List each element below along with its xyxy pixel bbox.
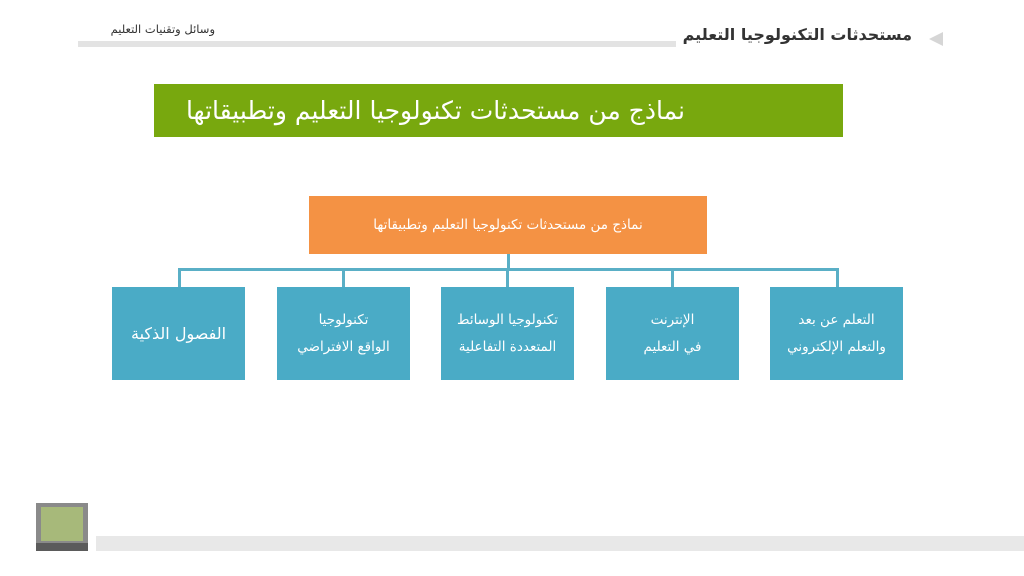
child-line: في التعليم <box>643 338 702 355</box>
connector-branch <box>342 268 345 287</box>
diagram-child-box <box>277 287 410 380</box>
connector-branch <box>671 268 674 287</box>
child-line: تكنولوجيا <box>318 311 369 328</box>
logo-caption <box>36 543 88 551</box>
child-line: المتعددة التفاعلية <box>458 338 557 355</box>
logo-emblem <box>41 507 83 541</box>
diagram-root-box <box>309 196 707 254</box>
arrow-left-icon <box>929 32 943 46</box>
child-line: والتعلم الإلكتروني <box>787 338 886 355</box>
connector-branch <box>836 268 839 287</box>
diagram-child-box <box>606 287 739 380</box>
header-subtitle: وسائل وتقنيات التعليم <box>110 22 215 36</box>
diagram-child-box <box>112 287 245 380</box>
child-line: الواقع الافتراضي <box>297 338 390 355</box>
diagram-root-label: نماذج من مستحدثات تكنولوجيا التعليم وتطبيقاتها <box>373 217 643 233</box>
child-line: الفصول الذكية <box>131 324 227 343</box>
header-title: مستحدثات التكنولوجيا التعليم <box>682 25 912 44</box>
child-line: الإنترنت <box>650 311 695 328</box>
child-line: تكنولوجيا الوسائط <box>457 311 559 328</box>
child-line: التعلم عن بعد <box>798 311 875 328</box>
slide-title-banner <box>154 84 843 137</box>
connector-branch <box>178 268 181 287</box>
connector-branch <box>506 268 509 287</box>
header-divider <box>78 41 676 47</box>
slide-title: نماذج من مستحدثات تكنولوجيا التعليم وتطبيقاتها <box>185 96 685 125</box>
diagram-child-box <box>770 287 903 380</box>
diagram-child-box <box>441 287 574 380</box>
footer-divider <box>96 536 1024 551</box>
